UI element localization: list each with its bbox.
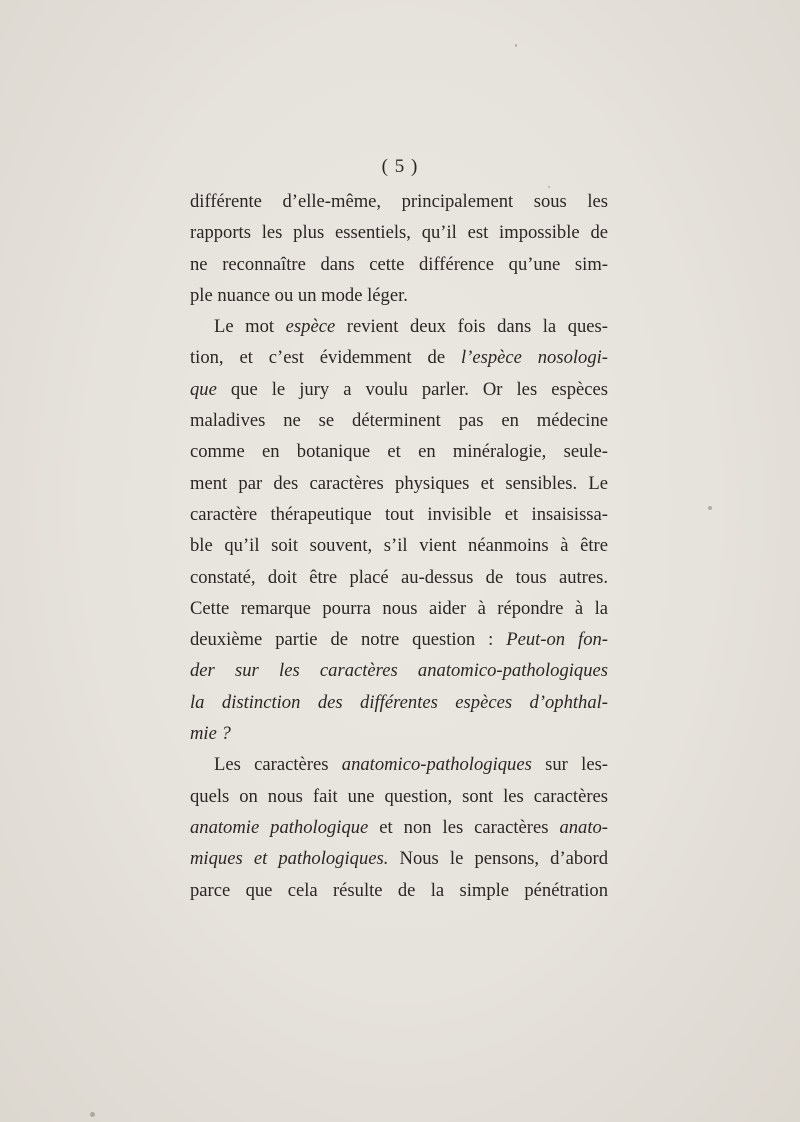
italic-segment: espèce bbox=[285, 316, 336, 338]
text-segment: ment par des caractères physiques et sensibles. Le bbox=[190, 472, 608, 494]
text-segment: ple nuance ou un mode léger. bbox=[190, 284, 408, 306]
text-segment: sur les- bbox=[531, 754, 608, 776]
text-line bbox=[190, 624, 608, 655]
text-line bbox=[190, 562, 608, 593]
text-line bbox=[190, 812, 608, 843]
text-line bbox=[190, 342, 608, 373]
italic-segment: anatomico-pathologiques bbox=[341, 754, 532, 776]
italic-segment: l’espèce nosologi- bbox=[460, 347, 608, 369]
text-line bbox=[190, 749, 608, 780]
italic-segment: mie ? bbox=[190, 723, 231, 745]
text-segment: différente d’elle-même, principalement sous les bbox=[190, 191, 608, 212]
page-number: ( 5 ) bbox=[381, 156, 419, 177]
text-line bbox=[190, 530, 608, 561]
text-line bbox=[190, 217, 608, 248]
text-segment: constaté, doit être placé au-dessus de tous autres. bbox=[190, 566, 608, 588]
text-segment: et non les caractères bbox=[368, 816, 560, 838]
italic-segment: miques et pathologiques. bbox=[190, 848, 389, 870]
paper-speck bbox=[90, 1112, 95, 1117]
text-line bbox=[190, 468, 608, 499]
text-segment: revient deux fois dans la ques- bbox=[335, 316, 608, 338]
italic-segment: anatomie pathologique bbox=[190, 816, 369, 838]
text-line bbox=[190, 655, 608, 686]
text-line bbox=[190, 186, 608, 217]
text-segment: Nous le pensons, d’abord bbox=[388, 848, 608, 870]
text-segment: que le jury a voulu parler. Or les espèces bbox=[216, 378, 608, 400]
text-segment: Cette remarque pourra nous aider à répondre à la bbox=[190, 597, 608, 619]
text-segment: caractère thérapeutique tout invisible et insaisissa- bbox=[190, 503, 608, 525]
body-text bbox=[190, 186, 608, 906]
text-line bbox=[190, 280, 608, 311]
text-segment: deuxième partie de notre question : bbox=[190, 629, 507, 651]
text-line bbox=[190, 436, 608, 467]
text-segment: quels on nous fait une question, sont les caractères bbox=[190, 785, 608, 807]
text-line bbox=[190, 405, 608, 436]
text-segment: ble qu’il soit souvent, s’il vient néanmoins à être bbox=[190, 535, 608, 557]
text-line bbox=[190, 843, 608, 874]
paper-speck bbox=[548, 186, 550, 188]
italic-segment: que bbox=[190, 378, 217, 400]
text-segment: Le mot bbox=[214, 316, 286, 338]
text-segment: comme en botanique et en minéralogie, seule- bbox=[190, 441, 608, 463]
text-line bbox=[190, 875, 608, 906]
text-line bbox=[190, 718, 608, 749]
text-line bbox=[190, 499, 608, 530]
italic-segment: der sur les caractères anatomico-pathologiques bbox=[190, 660, 608, 682]
text-line bbox=[190, 687, 608, 718]
text-segment: parce que cela résulte de la simple pénétration bbox=[190, 879, 608, 901]
italic-segment: la distinction des différentes espèces d’ophthal- bbox=[190, 691, 608, 713]
text-line bbox=[190, 249, 608, 280]
italic-segment: Peut-on fon- bbox=[506, 629, 608, 651]
text-line bbox=[190, 781, 608, 812]
text-segment: tion, et c’est évidemment de bbox=[190, 347, 461, 369]
italic-segment: anato- bbox=[559, 816, 608, 838]
text-line bbox=[190, 374, 608, 405]
paper-speck bbox=[515, 44, 517, 47]
text-segment: maladives ne se déterminent pas en médecine bbox=[190, 410, 608, 432]
text-segment: Les caractères bbox=[214, 754, 342, 776]
text-line bbox=[190, 593, 608, 624]
text-segment: ne reconnaître dans cette différence qu’une sim- bbox=[190, 253, 608, 275]
paper-speck bbox=[708, 506, 712, 510]
text-segment: rapports les plus essentiels, qu’il est impossible de bbox=[190, 222, 608, 244]
text-line bbox=[190, 311, 608, 342]
